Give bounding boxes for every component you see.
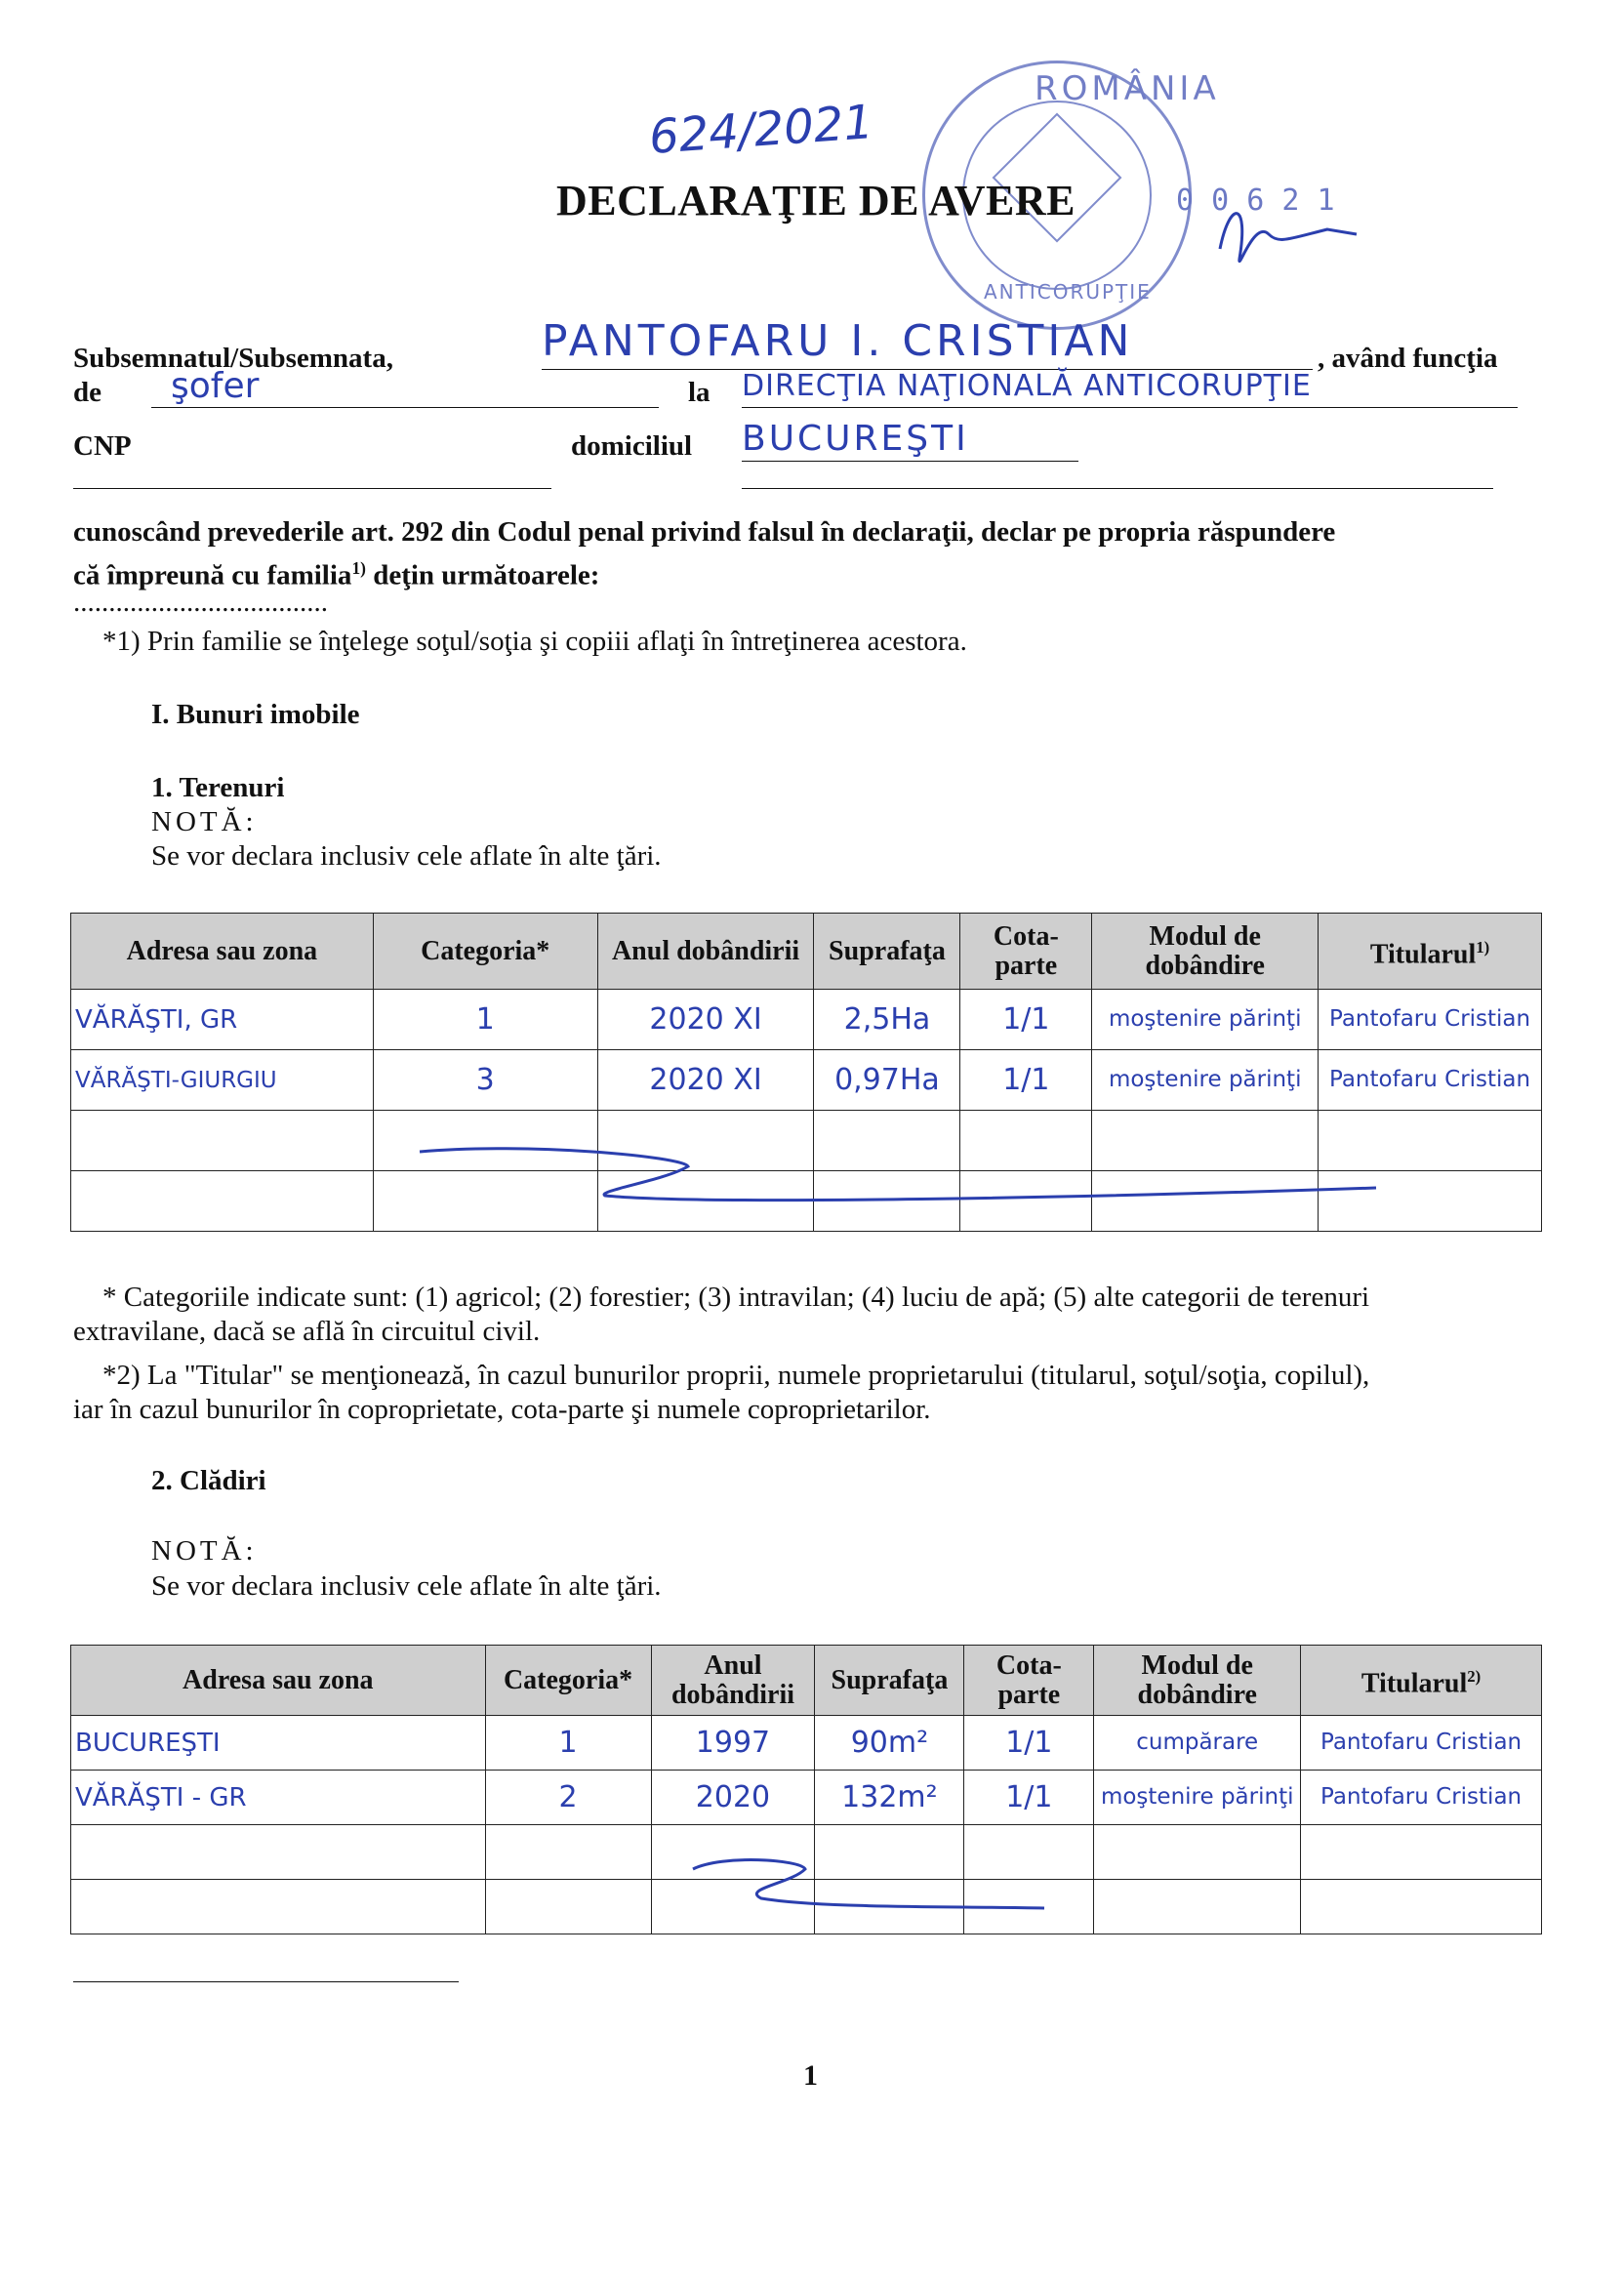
cnp-line [73,488,551,489]
building-header-year: Anul dobândirii [651,1646,815,1716]
building-row4-holder [1301,1880,1542,1934]
page-title: DECLARAŢIE DE AVERE [556,177,1076,224]
table-row [71,1050,1542,1111]
building-strike-mark [683,1850,1054,1918]
building-row2-year: 2020 [651,1771,815,1825]
building-row3-category [485,1825,651,1880]
building-header-holder: Titularul$^{2)}$ [1301,1646,1542,1716]
land-row1-category: 1 [373,990,597,1050]
registration-number: 624/2021 [647,95,875,165]
land-row4-address [71,1171,374,1232]
nota-label-2: NOTĂ: [151,1535,258,1567]
building-header-mode: Modul de dobândire [1094,1646,1301,1716]
family-note: *1) Prin familie se înţelege soţul/soţia şi copiii aflaţi în întreţinerea acestora. [102,626,967,657]
building-row3-holder [1301,1825,1542,1880]
land-row1-year: 2020 XI [597,990,814,1050]
building-row4-address [71,1880,486,1934]
institution-value: DIRECŢIA NAŢIONALĂ ANTICORUPŢIE [742,366,1518,408]
nota-text-1: Se vor declara inclusiv cele aflate în alte ţări. [151,840,662,872]
building-row2-mode: moştenire părinţi [1094,1771,1301,1825]
land-header-mode: Modul de dobândire [1092,914,1319,990]
domicile-line-2 [742,488,1493,489]
subsection-title-land: 1. Terenuri [151,772,285,803]
land-strike-mark [410,1137,1386,1215]
page-number: 1 [803,2059,818,2092]
land-header-category: Categoria* [373,914,597,990]
building-row1-address: BUCUREŞTI [71,1716,486,1771]
land-row2-share: 1/1 [960,1050,1092,1111]
land-header-address: Adresa sau zona [71,914,374,990]
stamp-text-top: ROMÂNIA [1035,69,1220,108]
building-header-category: Categoria* [485,1646,651,1716]
label-de: de [73,377,102,408]
building-row1-year: 1997 [651,1716,815,1771]
nota-label-1: NOTĂ: [151,806,258,837]
building-row1-area: 90m² [815,1716,964,1771]
table-row [71,1771,1542,1825]
label-cnp: CNP [73,430,132,462]
building-header-address: Adresa sau zona [71,1646,486,1716]
building-table-header [71,1646,1542,1716]
building-row3-mode [1094,1825,1301,1880]
building-row1-mode: cumpărare [1094,1716,1301,1771]
land-row1-share: 1/1 [960,990,1092,1050]
building-row4-mode [1094,1880,1301,1934]
building-row1-holder: Pantofaru Cristian [1301,1716,1542,1771]
signature-mark [1210,190,1366,278]
subsection-title-buildings: 2. Clădiri [151,1465,266,1496]
building-row2-holder: Pantofaru Cristian [1301,1771,1542,1825]
dotted-line: .................................... [73,587,328,618]
footnote-separator [73,1981,459,1982]
land-row2-mode: moştenire părinţi [1092,1050,1319,1111]
label-name: Subsemnatul/Subsemnata, [73,343,393,374]
building-row2-address: VĂRĂŞTI - GR [71,1771,486,1825]
land-row1-address: VĂRĂŞTI, GR [71,990,374,1050]
land-row2-area: 0,97Ha [814,1050,960,1111]
land-row3-address [71,1111,374,1171]
label-domicile: domiciliul [571,430,693,462]
nota-text-2: Se vor declara inclusiv cele aflate în alte ţări. [151,1570,662,1602]
label-la: la [688,377,710,408]
categories-note-1: * Categoriile indicate sunt: (1) agricol; (2) forestier; (3) intravilan; (4) luciu de apă; (5) alte categorii de terenuri [102,1282,1370,1313]
land-header-year: Anul dobândirii [597,914,814,990]
building-row3-address [71,1825,486,1880]
function-value: şofer [151,366,659,408]
building-row1-category: 1 [485,1716,651,1771]
categories-note-2: extravilane, dacă se află în circuitul civil. [73,1316,541,1347]
building-row2-share: 1/1 [964,1771,1094,1825]
titular-note-2: iar în cazul bunurilor în coproprietate, cota-parte şi numele coproprietarilor. [73,1394,931,1425]
table-row [71,990,1542,1050]
land-table-header [71,914,1542,990]
land-row2-address: VĂRĂŞTI-GIURGIU [71,1050,374,1111]
section-title-immovable: I. Bunuri imobile [151,699,360,730]
statement-line-1: cunoscând prevederile art. 292 din Codul penal privind falsul în declaraţii, declar pe propria răspundere [73,516,1336,548]
declarant-name: PANTOFARU I. CRISTIAN [542,314,1313,370]
building-row4-category [485,1880,651,1934]
land-row2-category: 3 [373,1050,597,1111]
land-row2-year: 2020 XI [597,1050,814,1111]
land-row2-holder: Pantofaru Cristian [1319,1050,1542,1111]
land-row1-holder: Pantofaru Cristian [1319,990,1542,1050]
label-function: , având funcţia [1318,343,1498,374]
statement-line-2: că împreună cu familia$^{1)}$ deţin următoarele: [73,558,600,591]
building-row1-share: 1/1 [964,1716,1094,1771]
stamp-number: 0 0 6 2 1 [1176,183,1335,218]
land-header-share: Cota-parte [960,914,1092,990]
building-row2-category: 2 [485,1771,651,1825]
domicile-value: BUCUREŞTI [742,418,1078,462]
titular-note-1: *2) La "Titular" se menţionează, în cazul bunurilor proprii, numele proprietarului (titularul, soţul/soţia, copilul), [102,1360,1370,1391]
land-header-area: Suprafaţa [814,914,960,990]
land-row1-mode: moştenire părinţi [1092,990,1319,1050]
building-header-area: Suprafaţa [815,1646,964,1716]
stamp-text-bottom: ANTICORUPŢIE [984,280,1152,304]
land-header-holder: Titularul$^{1)}$ [1319,914,1542,990]
building-header-share: Cota-parte [964,1646,1094,1716]
land-row1-area: 2,5Ha [814,990,960,1050]
table-row [71,1716,1542,1771]
building-row2-area: 132m² [815,1771,964,1825]
